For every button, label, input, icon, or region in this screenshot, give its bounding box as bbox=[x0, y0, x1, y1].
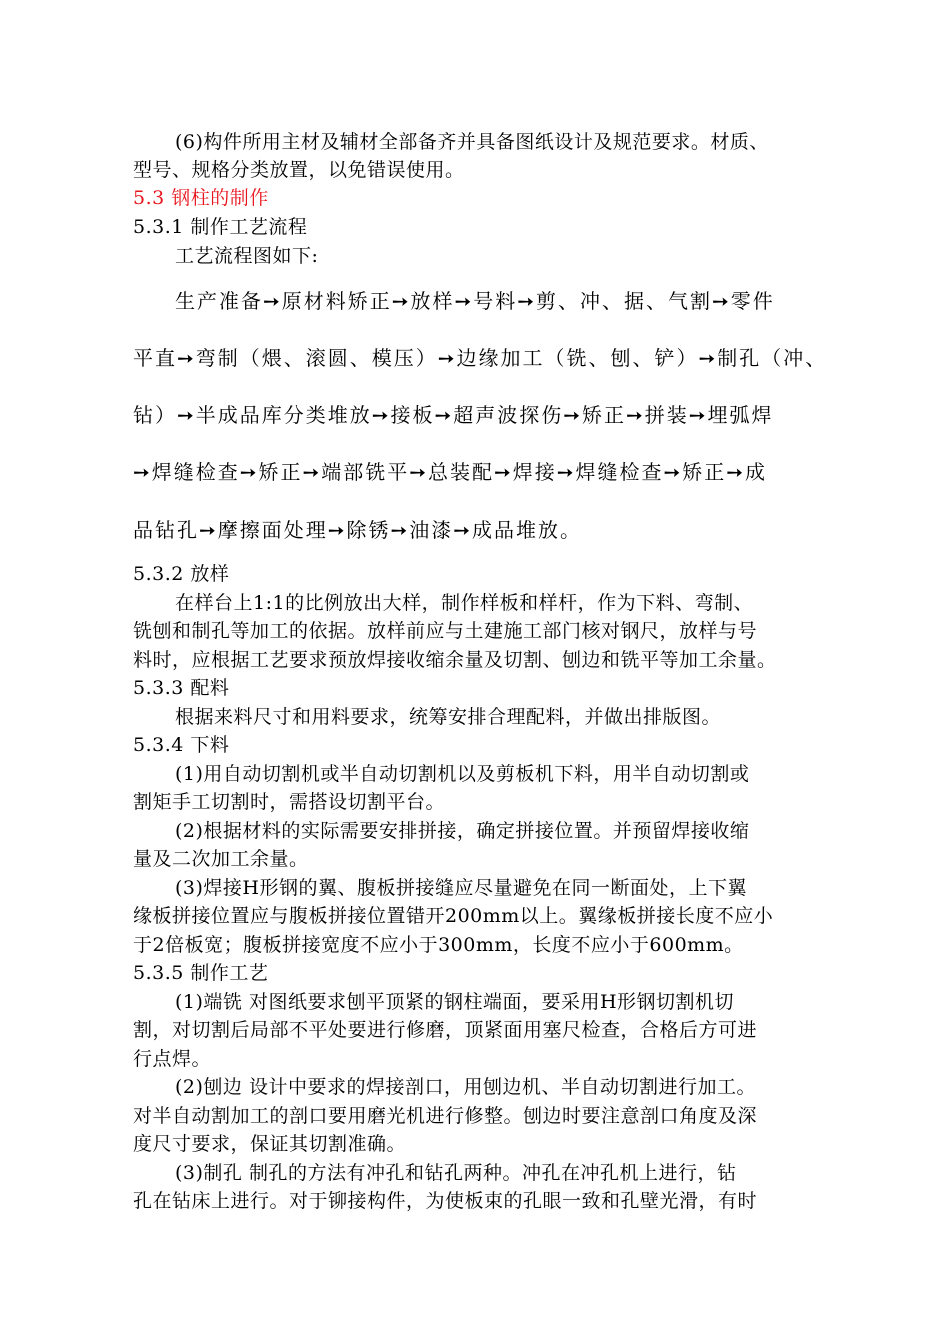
subsection-heading: 5.3.1 制作工艺流程 bbox=[133, 216, 308, 238]
flow-line: 品钻孔➙摩擦面处理➙除锈➙油漆➙成品堆放。 bbox=[133, 518, 583, 542]
flow-line: 生产准备➙原材料矫正➙放样➙号料➙剪、冲、据、气割➙零件 bbox=[175, 289, 775, 313]
subsection-heading: 5.3.5 制作工艺 bbox=[133, 962, 269, 984]
paragraph-line: 对半自动割加工的剖口要用磨光机进行修整。刨边时要注意剖口角度及深 bbox=[133, 1105, 758, 1127]
paragraph-line: (2)根据材料的实际需要安排拼接，确定拼接位置。并预留焊接收缩 bbox=[175, 820, 750, 842]
paragraph-line: 型号、规格分类放置，以免错误使用。 bbox=[133, 159, 465, 181]
paragraph-line: (3)焊接H形钢的翼、腹板拼接缝应尽量避免在同一断面处，上下翼 bbox=[175, 877, 747, 899]
section-heading: 5.3 钢柱的制作 bbox=[133, 187, 269, 209]
paragraph-line: (3)制孔 制孔的方法有冲孔和钻孔两种。冲孔在冲孔机上进行，钻 bbox=[175, 1162, 737, 1184]
paragraph-line: 于2倍板宽；腹板拼接宽度不应小于300mm，长度不应小于600mm。 bbox=[133, 934, 744, 956]
paragraph-line: (1)端铣 对图纸要求刨平顶紧的钢柱端面，要采用H形钢切割机切 bbox=[175, 991, 735, 1013]
subsection-heading: 5.3.3 配料 bbox=[133, 677, 230, 699]
paragraph-line: 根据来料尺寸和用料要求，统筹安排合理配料，并做出排版图。 bbox=[175, 706, 722, 728]
paragraph-line: 孔在钻床上进行。对于铆接构件，为使板束的孔眼一致和孔壁光滑，有时 bbox=[133, 1190, 758, 1212]
paragraph-line: 缘板拼接位置应与腹板拼接位置错开200mm以上。翼缘板拼接长度不应小 bbox=[133, 905, 774, 927]
paragraph-line: 在样台上1:1的比例放出大样，制作样板和样杆，作为下料、弯制、 bbox=[175, 592, 754, 614]
paragraph-line: 割，对切割后局部不平处要进行修磨，顶紧面用塞尺检查，合格后方可进 bbox=[133, 1019, 758, 1041]
flow-line: ➙焊缝检查➙矫正➙端部铣平➙总装配➙焊接➙焊缝检查➙矫正➙成 bbox=[133, 460, 768, 484]
subsection-heading: 5.3.4 下料 bbox=[133, 734, 230, 756]
flow-line: 平直➙弯制（煨、滚圆、模压）➙边缘加工（铣、刨、铲）➙制孔（冲、 bbox=[133, 346, 828, 370]
paragraph-line: 量及二次加工余量。 bbox=[133, 848, 309, 870]
paragraph-line: 行点焊。 bbox=[133, 1048, 212, 1070]
paragraph-line: 割矩手工切割时，需搭设切割平台。 bbox=[133, 791, 446, 813]
paragraph-line: 铣刨和制孔等加工的依据。放样前应与土建施工部门核对钢尺，放样与号 bbox=[133, 620, 758, 642]
flow-line: 钻）➙半成品库分类堆放➙接板➙超声波探伤➙矫正➙拼装➙埋弧焊 bbox=[133, 403, 774, 427]
paragraph-line: (1)用自动切割机或半自动切割机以及剪板机下料，用半自动切割或 bbox=[175, 763, 750, 785]
subsection-heading: 5.3.2 放样 bbox=[133, 563, 230, 585]
paragraph-line: 料时，应根据工艺要求预放焊接收缩余量及切割、刨边和铣平等加工余量。 bbox=[133, 649, 777, 671]
paragraph-line: (6)构件所用主材及辅材全部备齐并具备图纸设计及规范要求。材质、 bbox=[175, 131, 769, 153]
paragraph-line: 工艺流程图如下: bbox=[175, 245, 319, 267]
paragraph-line: (2)刨边 设计中要求的焊接剖口，用刨边机、半自动切割进行加工。 bbox=[175, 1076, 756, 1098]
paragraph-line: 度尺寸要求，保证其切割准确。 bbox=[133, 1133, 407, 1155]
